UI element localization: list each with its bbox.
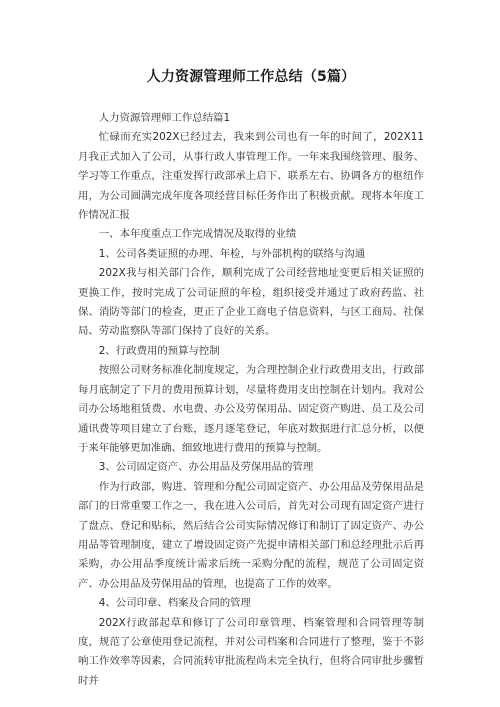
document-title: 人力资源管理师工作总结（5篇） — [146, 69, 356, 85]
body-paragraph: 忙碌而充实202X已经过去，我来到公司也有一年的时间了，202X11月我正式加入了公司，从事行政人事管理工作。一年来我围绕管理、服务、学习等工作重点，注重发挥行政部承上启下、联系左右、协调各方的枢纽作用，为公司圆满完成年度各项经营目标任务作出了积极贡献。现将本年度工作情况汇报 — [78, 131, 424, 222]
section-heading: 人力资源管理师工作总结篇1 — [98, 112, 231, 124]
body-paragraph: 作为行政部，购进、管理和分配公司固定资产、办公用品及劳保用品是部门的日常重要工作之一，我在进入公司后，首先对公司现有固定资产进行了盘点、登记和贴标，然后结合公司实际情况修订和制订了固定资产、办公用品等管理制度，建立了增设固定资产先提申请相关部门和总经理批示后再采购，办公用品季度统计需求后统一采购分配的流程，规范了公司固定资产、办公用品及劳保用品的管理，也提高了工作的效率。 — [78, 480, 424, 590]
body-paragraph: 202X行政部起草和修订了公司印章管理、档案管理和合同管理等制度，规范了公章使用登记流程，并对公司档案和合同进行了整理，鉴于不影响工作效率等因素，合同流转审批流程尚未完全执行，但将合同审批步骤暂时并 — [78, 616, 424, 687]
section-heading: 2、行政费用的预算与控制 — [98, 344, 220, 357]
section-heading: 1、公司各类证照的办理、年检，与外部机构的联络与沟通 — [98, 247, 366, 260]
page-bottom-edge — [0, 701, 500, 707]
body-paragraph: 202X我与相关部门合作，顺利完成了公司经营地址变更后相关证照的更换工作，按时完成了公司证照的年检，组织接受并通过了政府药监、社保、消防等部门的检查，更正了企业工商电子信息资料，与区工商局、社保局、劳动监察队等部门保持了良好的关系。 — [78, 267, 424, 338]
section-heading: 3、公司固定资产、办公用品及劳保用品的管理 — [98, 461, 314, 474]
document-body — [78, 109, 424, 691]
body-paragraph: 按照公司财务标准化制度规定，为合理控制企业行政费用支出，行政部每月底制定了下月的费用预算计划，尽量将费用支出控制在计划内。我对公司办公场地租赁费、水电费、办公及劳保用品、固定资产购进、员工及公司通讯费等项目建立了台账，逐月逐笔登记，年底对数据进行汇总分析，以便于来年能够更加准确、细致地进行费用的预算与控制。 — [78, 364, 424, 454]
section-heading: 4、公司印章、档案及合同的管理 — [98, 597, 251, 610]
section-heading: 一、本年度重点工作完成情况及取得的业绩 — [98, 228, 297, 241]
